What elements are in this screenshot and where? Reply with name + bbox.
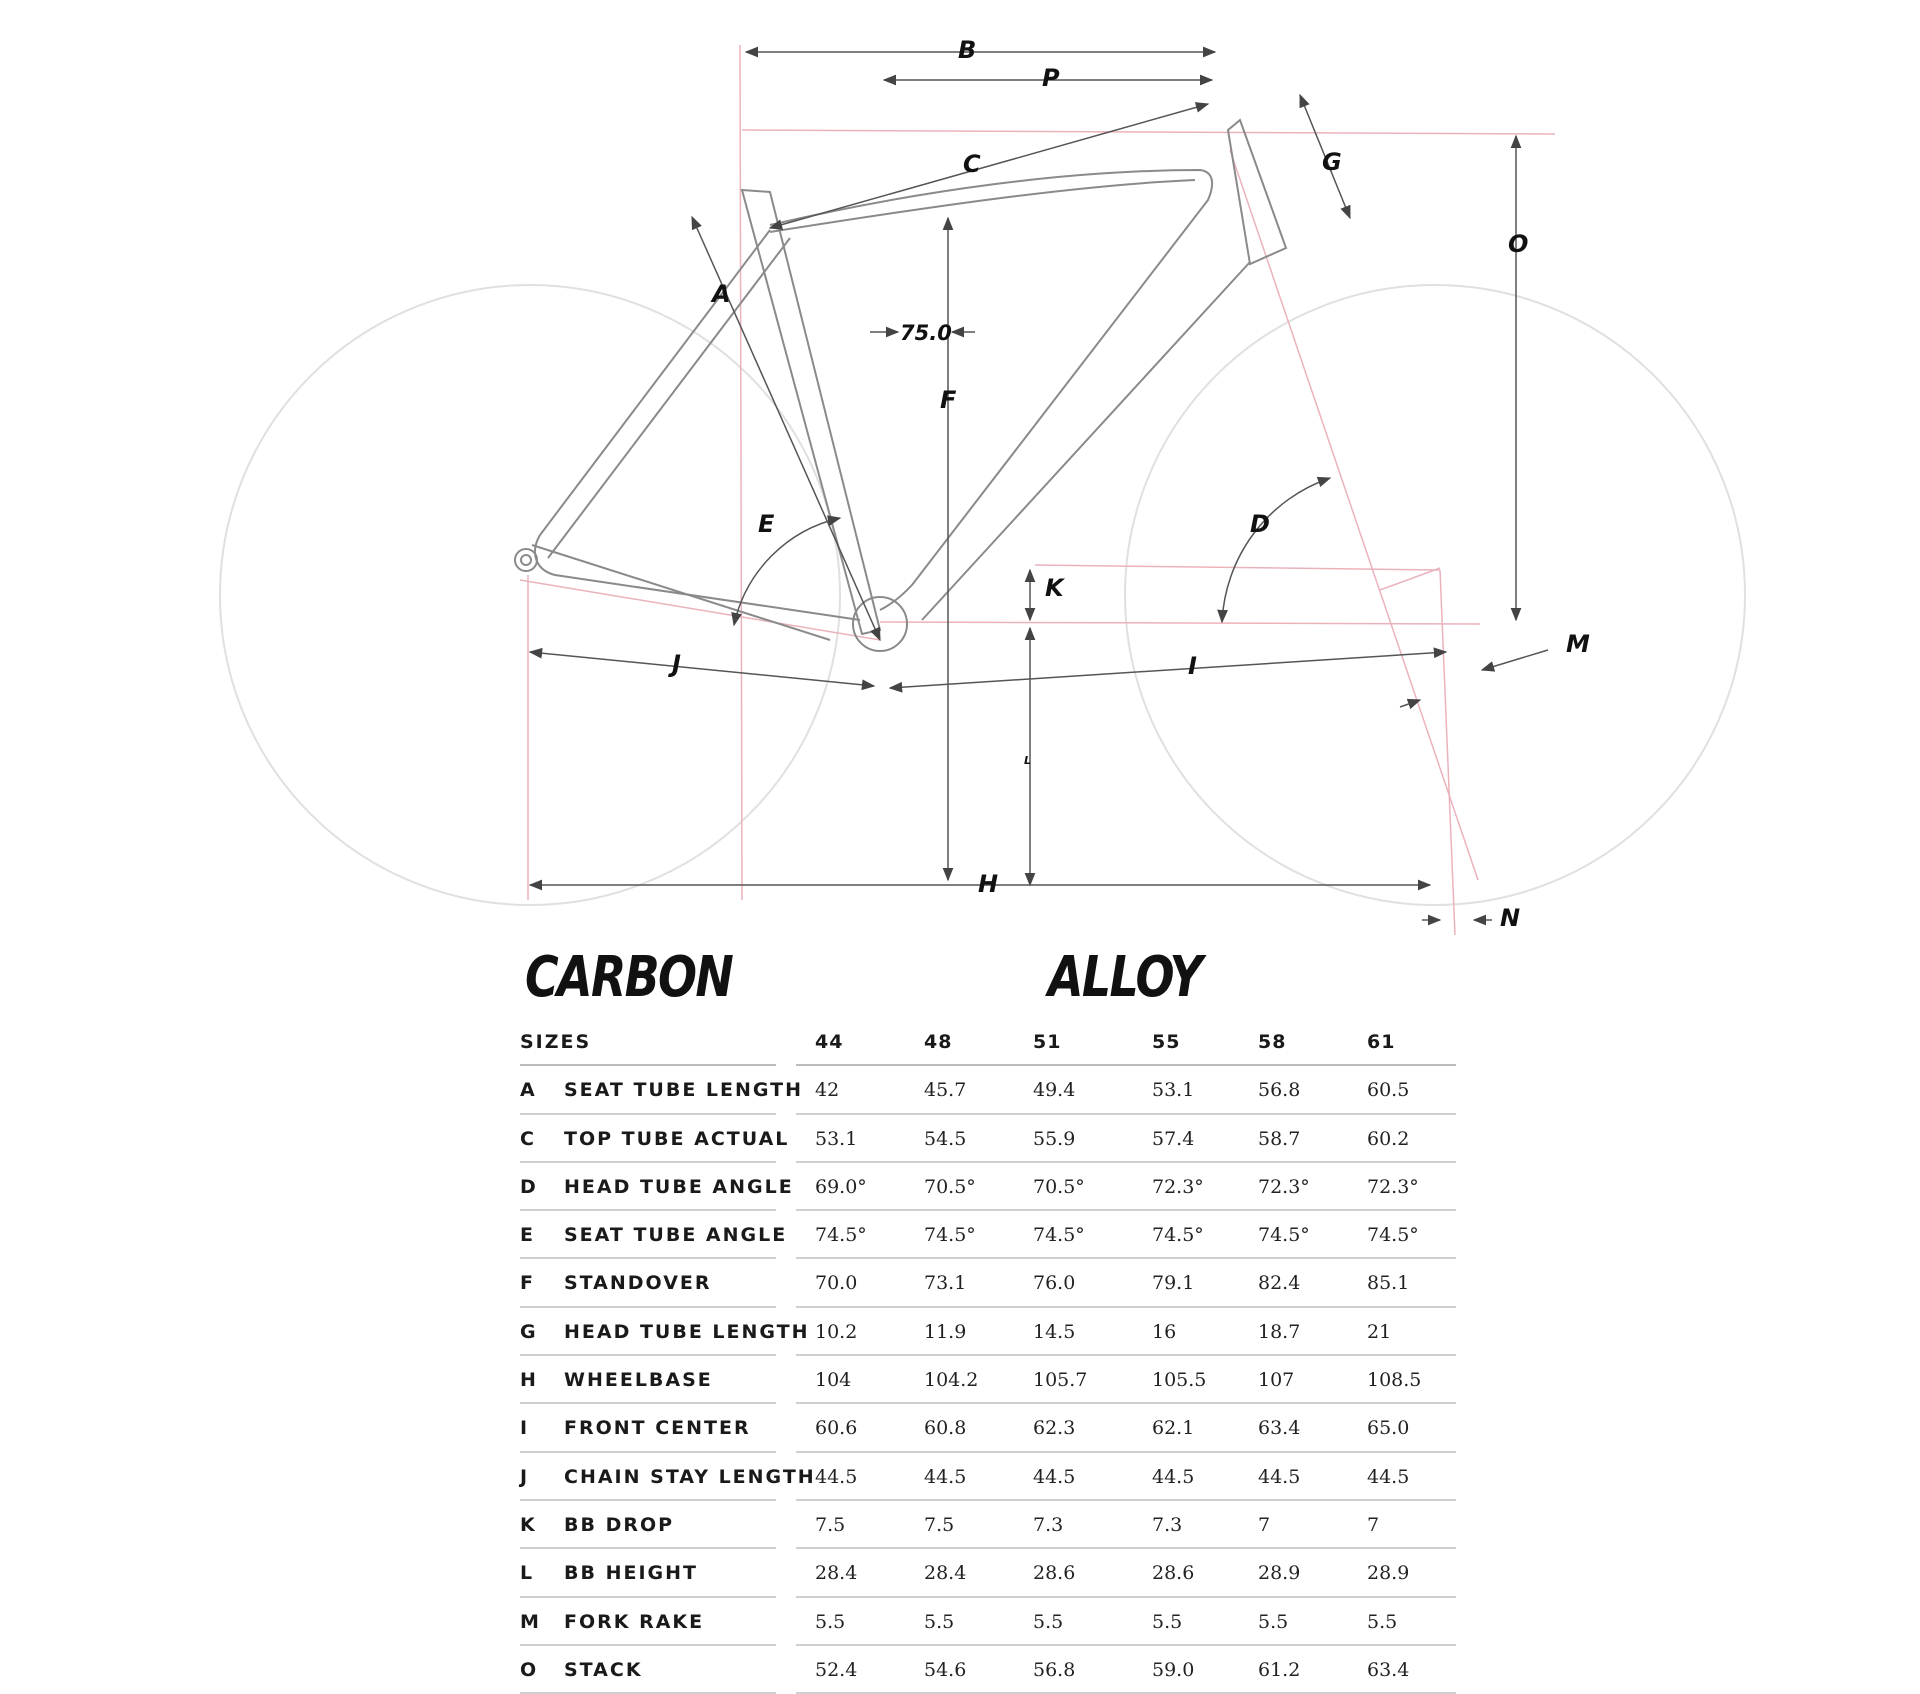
table-cell: 44.5: [1152, 1465, 1195, 1488]
table-cell: 7: [1367, 1513, 1380, 1536]
table-row: [520, 1598, 1456, 1646]
table-cell: 63.4: [1367, 1658, 1410, 1681]
table-cell: 82.4: [1258, 1272, 1301, 1295]
row-label: SEAT TUBE LENGTH: [564, 1079, 804, 1102]
table-row: [520, 1211, 1456, 1259]
table-cell: 72.3°: [1367, 1175, 1419, 1198]
table-cell: 69.0°: [815, 1175, 867, 1198]
table-cell: 74.5°: [1367, 1224, 1419, 1247]
table-cell: 54.5: [924, 1127, 967, 1150]
table-row: [520, 1259, 1456, 1307]
row-label: CHAIN STAY LENGTH: [564, 1465, 816, 1488]
table-cell: 52.4: [815, 1658, 858, 1681]
table-cell: 5.5: [1152, 1610, 1183, 1633]
label-g: G: [1322, 148, 1342, 176]
label-k: K: [1045, 574, 1064, 602]
table-row: [520, 1404, 1456, 1452]
table-cell: 60.2: [1367, 1127, 1410, 1150]
table-cell: 44.5: [924, 1465, 967, 1488]
table-row: [520, 1115, 1456, 1163]
table-cell: 28.9: [1258, 1562, 1301, 1585]
table-row: [520, 1646, 1456, 1694]
table-cell: 7.3: [1152, 1513, 1183, 1536]
sizes-label: SIZES: [520, 1031, 592, 1053]
label-e: E: [758, 510, 775, 538]
table-row: [520, 1066, 1456, 1114]
row-code: D: [520, 1175, 537, 1198]
label-i: I: [1188, 652, 1197, 680]
table-header-row: [520, 1018, 1456, 1066]
table-cell: 62.1: [1152, 1417, 1195, 1440]
table-cell: 44.5: [1033, 1465, 1076, 1488]
table-cell: 53.1: [1152, 1079, 1195, 1102]
label-d: D: [1250, 510, 1270, 538]
row-label: WHEELBASE: [564, 1369, 713, 1392]
table-cell: 10.2: [815, 1320, 858, 1343]
label-c: C: [963, 150, 981, 178]
row-label: BB DROP: [564, 1513, 675, 1536]
table-cell: 63.4: [1258, 1417, 1301, 1440]
table-cell: 60.6: [815, 1417, 858, 1440]
table-cell: 104: [815, 1369, 852, 1392]
table-cell: 74.5°: [815, 1224, 867, 1247]
row-code: M: [520, 1610, 540, 1633]
tab-alloy[interactable]: ALLOY: [1048, 945, 1202, 1010]
table-cell: 42: [815, 1079, 840, 1102]
table-cell: 74.5°: [1258, 1224, 1310, 1247]
label-j: J: [672, 650, 681, 678]
table-cell: 62.3: [1033, 1417, 1076, 1440]
table-cell: 45.7: [924, 1079, 967, 1102]
label-f: F: [940, 386, 957, 414]
row-label: STANDOVER: [564, 1272, 712, 1295]
table-cell: 18.7: [1258, 1320, 1301, 1343]
table-cell: 57.4: [1152, 1127, 1195, 1150]
table-cell: 60.5: [1367, 1079, 1410, 1102]
table-cell: 21: [1367, 1320, 1392, 1343]
tab-carbon[interactable]: CARBON: [525, 945, 733, 1010]
size-header: 55: [1152, 1031, 1181, 1053]
table-cell: 85.1: [1367, 1272, 1410, 1295]
size-header: 61: [1367, 1031, 1396, 1053]
table-cell: 70.5°: [924, 1175, 976, 1198]
row-code: L: [520, 1562, 534, 1585]
table-cell: 61.2: [1258, 1658, 1301, 1681]
label-b: B: [958, 36, 977, 64]
table-cell: 55.9: [1033, 1127, 1076, 1150]
table-cell: 5.5: [1033, 1610, 1064, 1633]
row-label: BB HEIGHT: [564, 1562, 698, 1585]
table-row: [520, 1308, 1456, 1356]
table-cell: 28.4: [815, 1562, 858, 1585]
label-seat-angle-value: 75.0: [900, 321, 952, 345]
table-cell: 107: [1258, 1369, 1295, 1392]
table-cell: 70.0: [815, 1272, 858, 1295]
label-h: H: [978, 870, 999, 898]
table-cell: 5.5: [1258, 1610, 1289, 1633]
bike-frame: [515, 120, 1286, 651]
table-cell: 28.6: [1033, 1562, 1076, 1585]
table-cell: 79.1: [1152, 1272, 1195, 1295]
label-m: M: [1566, 630, 1590, 658]
label-o: O: [1508, 230, 1529, 258]
row-code: O: [520, 1658, 538, 1681]
material-tabs: [0, 945, 1920, 1025]
row-label: STACK: [564, 1658, 643, 1681]
row-label: FRONT CENTER: [564, 1417, 751, 1440]
table-cell: 105.7: [1033, 1369, 1088, 1392]
size-header: 44: [815, 1031, 844, 1053]
row-code: J: [520, 1465, 529, 1488]
table-cell: 72.3°: [1152, 1175, 1204, 1198]
table-cell: 28.4: [924, 1562, 967, 1585]
table-cell: 56.8: [1033, 1658, 1076, 1681]
row-code: E: [520, 1224, 534, 1247]
table-cell: 72.3°: [1258, 1175, 1310, 1198]
table-row: [520, 1453, 1456, 1501]
label-p: P: [1042, 64, 1060, 92]
table-cell: 74.5°: [1152, 1224, 1204, 1247]
row-code: A: [520, 1079, 536, 1102]
row-code: I: [520, 1417, 529, 1440]
table-cell: 5.5: [1367, 1610, 1398, 1633]
table-row: [520, 1163, 1456, 1211]
row-code: C: [520, 1127, 535, 1150]
label-n: N: [1500, 904, 1521, 932]
row-label: SEAT TUBE ANGLE: [564, 1224, 788, 1247]
size-header: 51: [1033, 1031, 1062, 1053]
table-row: [520, 1356, 1456, 1404]
table-cell: 28.9: [1367, 1562, 1410, 1585]
table-cell: 53.1: [815, 1127, 858, 1150]
table-cell: 59.0: [1152, 1658, 1195, 1681]
table-cell: 70.5°: [1033, 1175, 1085, 1198]
table-row: [520, 1501, 1456, 1549]
front-wheel: [1125, 285, 1745, 905]
table-cell: 11.9: [924, 1320, 967, 1343]
table-cell: 5.5: [815, 1610, 846, 1633]
table-cell: 16: [1152, 1320, 1177, 1343]
table-cell: 108.5: [1367, 1369, 1422, 1392]
table-row: [520, 1549, 1456, 1597]
table-cell: 56.8: [1258, 1079, 1301, 1102]
label-a: A: [712, 280, 731, 308]
row-label: TOP TUBE ACTUAL: [564, 1127, 790, 1150]
table-cell: 44.5: [1367, 1465, 1410, 1488]
row-code: F: [520, 1272, 534, 1295]
table-cell: 44.5: [1258, 1465, 1301, 1488]
table-cell: 104.2: [924, 1369, 979, 1392]
rear-wheel: [220, 285, 840, 905]
table-cell: 14.5: [1033, 1320, 1076, 1343]
size-header: 58: [1258, 1031, 1287, 1053]
table-cell: 73.1: [924, 1272, 967, 1295]
table-cell: 28.6: [1152, 1562, 1195, 1585]
table-cell: 76.0: [1033, 1272, 1076, 1295]
table-cell: 74.5°: [1033, 1224, 1085, 1247]
table-cell: 60.8: [924, 1417, 967, 1440]
table-cell: 65.0: [1367, 1417, 1410, 1440]
row-label: HEAD TUBE ANGLE: [564, 1175, 794, 1198]
table-cell: 74.5°: [924, 1224, 976, 1247]
table-cell: 44.5: [815, 1465, 858, 1488]
row-code: K: [520, 1513, 536, 1536]
label-l: L: [1024, 754, 1032, 767]
table-cell: 49.4: [1033, 1079, 1076, 1102]
dimension-lines: [530, 52, 1548, 920]
table-cell: 5.5: [924, 1610, 955, 1633]
table-cell: 58.7: [1258, 1127, 1301, 1150]
geometry-table: [520, 1018, 1456, 1694]
size-header: 48: [924, 1031, 953, 1053]
table-cell: 7.3: [1033, 1513, 1064, 1536]
row-label: FORK RAKE: [564, 1610, 705, 1633]
table-cell: 105.5: [1152, 1369, 1207, 1392]
row-code: H: [520, 1369, 537, 1392]
table-cell: 7.5: [815, 1513, 846, 1536]
table-cell: 7.5: [924, 1513, 955, 1536]
row-code: G: [520, 1320, 537, 1343]
table-cell: 54.6: [924, 1658, 967, 1681]
row-label: HEAD TUBE LENGTH: [564, 1320, 810, 1343]
table-cell: 7: [1258, 1513, 1271, 1536]
